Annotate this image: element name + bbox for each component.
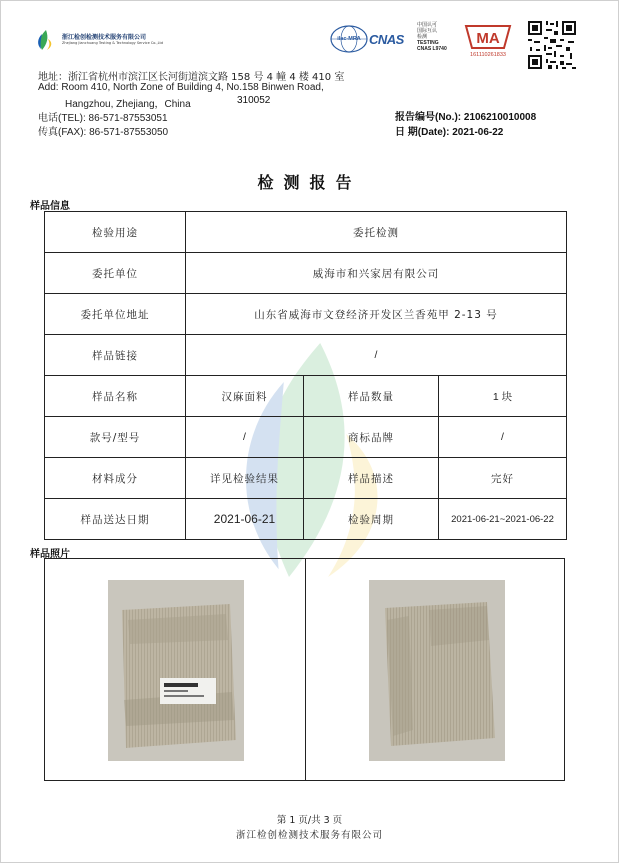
- sample-link-value: /: [186, 335, 567, 376]
- report-title: 检测报告: [257, 173, 362, 192]
- cnas-logo: CNAS: [369, 32, 404, 47]
- table-row: [45, 458, 567, 499]
- client-address-label: 委托单位地址: [45, 294, 186, 335]
- fax: 传真(FAX): 86-571-87553050: [38, 127, 169, 138]
- company-name-cn: 浙江检创检测技术服务有限公司: [62, 34, 147, 41]
- client-label: 委托单位: [45, 253, 186, 294]
- telephone: 电话(TEL): 86-571-87553051: [38, 113, 168, 124]
- client-address-value: 山东省威海市文登经济开发区兰香苑甲 2-13 号: [186, 294, 567, 335]
- table-row: [45, 253, 567, 294]
- address-en-line1: Add: Room 410, North Zone of Building 4, No.158 Binwen Road,: [38, 82, 324, 93]
- report-date: 日 期(Date): 2021-06-22: [395, 127, 504, 138]
- ilac-label: ilac-MRA: [337, 36, 361, 42]
- sample-name-label: 样品名称: [45, 376, 186, 417]
- company-logo: [34, 29, 169, 51]
- test-period-value: 2021-06-21~2021-06-22: [439, 499, 567, 540]
- company-logo-mark-icon: [34, 29, 56, 51]
- purpose-label: 检验用途: [45, 212, 186, 253]
- cnas-cn-1: 中国认可: [417, 22, 438, 28]
- material-value: 详见检验结果: [186, 458, 304, 499]
- sample-photo-front: [108, 580, 244, 761]
- cma-mark-icon: [462, 22, 514, 52]
- purpose-value: 委托检测: [186, 212, 567, 253]
- section-sample-photos: 样品照片: [30, 549, 70, 560]
- cnas-accreditation-text: [417, 22, 465, 52]
- table-row: [45, 499, 567, 540]
- ilac-mra-logo: [330, 24, 368, 54]
- client-value: 威海市和兴家居有限公司: [186, 253, 567, 294]
- address-en-line2: Hangzhou, Zhejiang，China: [65, 99, 191, 110]
- table-row: [45, 335, 567, 376]
- cnas-cn-2: 国际互认: [417, 28, 438, 34]
- sample-photo-box: [44, 558, 565, 781]
- page-number: 第 1 页/共 3 页: [276, 815, 343, 826]
- footer-company: 浙江检创检测技术服务有限公司: [235, 830, 383, 841]
- table-row: [45, 417, 567, 458]
- sample-quantity-label: 样品数量: [304, 376, 439, 417]
- cma-number: 161110261833: [470, 52, 506, 58]
- qr-code-icon: [526, 19, 578, 71]
- sample-quantity-value: 1 块: [439, 376, 567, 417]
- model-value: /: [186, 417, 304, 458]
- sample-description-label: 样品描述: [304, 458, 439, 499]
- section-sample-info: 样品信息: [30, 201, 70, 212]
- svg-text:MA: MA: [476, 30, 500, 47]
- model-label: 款号/型号: [45, 417, 186, 458]
- material-label: 材料成分: [45, 458, 186, 499]
- sample-info-table: [44, 211, 567, 540]
- address-cn: 地址：浙江省杭州市滨江区长河街道滨文路 158 号 4 幢 4 楼 410 室: [38, 72, 345, 83]
- test-period-label: 检验周期: [304, 499, 439, 540]
- postcode: 310052: [237, 95, 271, 106]
- table-row: [45, 376, 567, 417]
- sample-description-value: 完好: [439, 458, 567, 499]
- brand-label: 商标品牌: [304, 417, 439, 458]
- cma-logo: [462, 22, 514, 60]
- table-row: [45, 294, 567, 335]
- sample-link-label: 样品链接: [45, 335, 186, 376]
- report-number: 报告编号(No.): 2106210010008: [395, 112, 537, 123]
- delivery-date-label: 样品送达日期: [45, 499, 186, 540]
- photo-divider: [305, 559, 306, 780]
- cnas-testing: TESTING: [417, 40, 439, 46]
- sample-photo-back: [369, 580, 505, 761]
- cnas-cn-3: 检测: [417, 34, 428, 40]
- delivery-date-value: 2021-06-21: [186, 499, 304, 540]
- cnas-number: CNAS L9740: [417, 46, 447, 52]
- company-name-en: Zhejiang Jianchuang Testing & Technology Service Co.,Ltd: [62, 41, 164, 45]
- sample-name-value: 汉麻面料: [186, 376, 304, 417]
- brand-value: /: [439, 417, 567, 458]
- table-row: [45, 212, 567, 253]
